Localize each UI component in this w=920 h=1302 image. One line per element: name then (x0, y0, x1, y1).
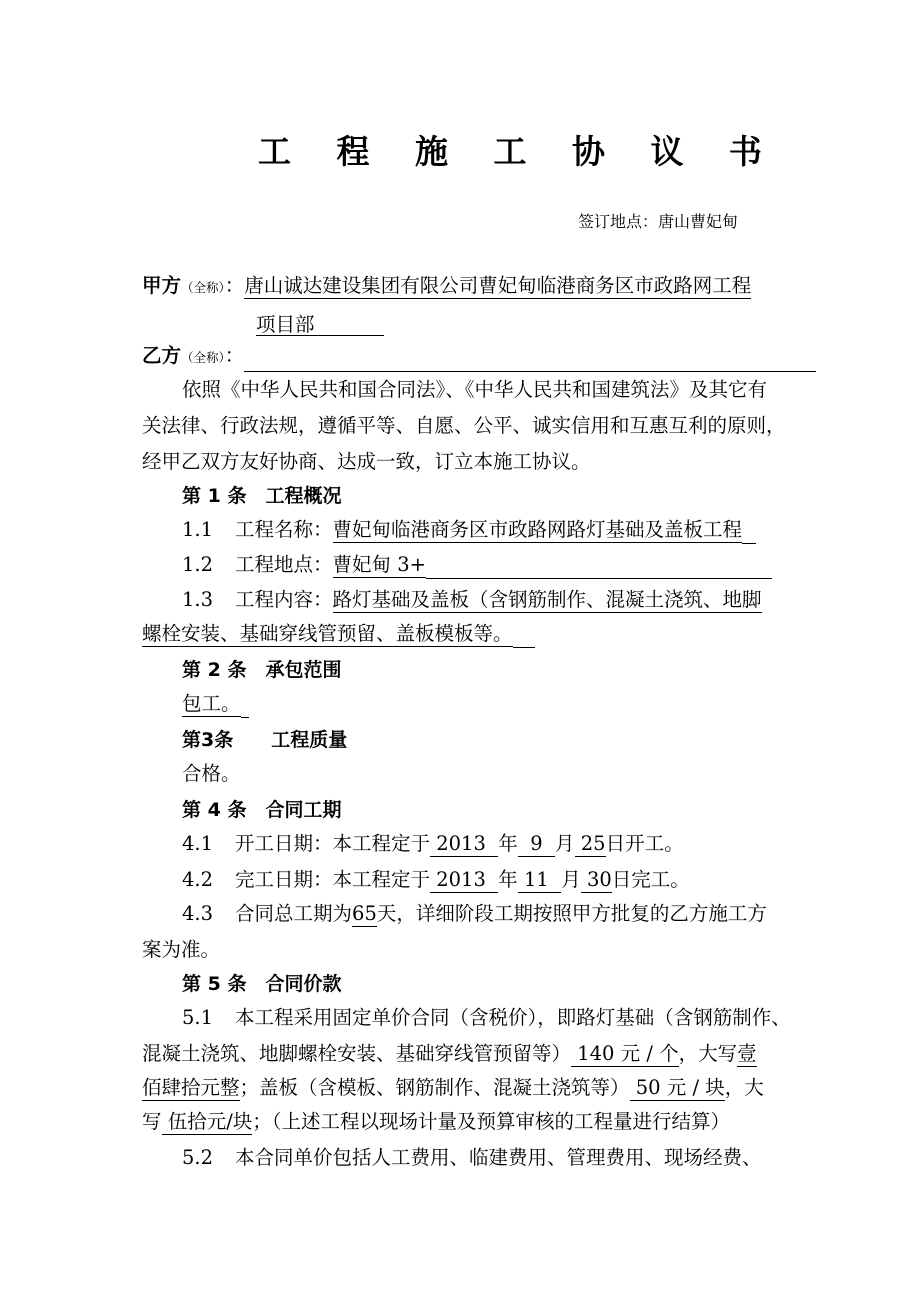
project-content-2: 螺栓安装、基础穿线管预留、盖板模板等。 (142, 622, 513, 645)
article-4-item-2 (182, 866, 872, 894)
year-label: 年 (498, 868, 518, 891)
item-number: 4.1 (182, 832, 214, 855)
party-b-blank (244, 349, 816, 372)
party-a-line-2 (256, 308, 656, 336)
month-label: 月 (555, 832, 575, 855)
article-5-item-1-line-3 (142, 1074, 832, 1102)
underline-tail (426, 556, 772, 579)
party-b-colon: ： (224, 344, 245, 367)
start-day: 25 (575, 832, 606, 857)
article-3-heading: 第3条 工程质量 (182, 729, 348, 751)
start-year: 2013 (430, 832, 498, 857)
item-text: 开工日期：本工程定于 (235, 832, 431, 855)
underline-tail (513, 625, 535, 648)
document-title: 工 程 施 工 协 议 书 (258, 132, 779, 171)
unit-price-2-words: 伍拾元/块 (162, 1110, 253, 1135)
party-a-value-2-field (256, 311, 384, 336)
article-5-item-1 (182, 1004, 872, 1032)
party-b-sub: （全称） (181, 350, 225, 365)
item-label: 工程地点： (235, 553, 333, 576)
month-label: 月 (561, 868, 581, 891)
article-4-item-3 (182, 900, 872, 928)
party-a-sub: （全称） (181, 280, 225, 295)
article-5-item-1-line-2 (142, 1040, 832, 1068)
item-number: 1.1 (182, 518, 214, 541)
end-day: 30 (581, 868, 612, 893)
item-text: 本合同单价包括人工费用、临建费用、管理费用、现场经费、 (235, 1146, 762, 1169)
item-number: 5.2 (182, 1146, 214, 1169)
item-number: 4.3 (182, 902, 214, 925)
intro-line-1: 依照《中华人民共和国合同法》、《中华人民共和国建筑法》及其它有 (182, 378, 768, 401)
item-text: 本工程采用固定单价合同（含税价），即路灯基础（含钢筋制作、 (235, 1006, 791, 1029)
article-1-heading: 第 1 条 工程概况 (182, 485, 342, 507)
party-b-label: 乙方 (142, 344, 182, 367)
party-a-line (142, 272, 832, 302)
item-text: ；盖板（含模板、钢筋制作、混凝土浇筑等） (239, 1076, 630, 1099)
total-days: 65 (352, 902, 377, 925)
daxie-label: 写 (142, 1110, 162, 1133)
article-4-heading: 第 4 条 合同工期 (182, 799, 342, 821)
item-number: 4.2 (182, 868, 214, 891)
unit-price-1: 140 元 / 个 (571, 1042, 679, 1067)
item-label: 工程内容： (235, 588, 333, 611)
article-1-item-2 (182, 551, 872, 579)
signing-place: 签订地点：唐山曹妃甸 (578, 212, 739, 231)
underline-tail (742, 521, 756, 544)
article-2-heading: 第 2 条 承包范围 (182, 659, 342, 681)
underline-tail (241, 695, 249, 718)
unit-price-1-words-b: 佰肆拾元整 (142, 1076, 240, 1099)
item-number: 1.3 (182, 588, 214, 611)
article-3-body: 合格。 (182, 762, 241, 785)
item-text: 完工日期：本工程定于 (235, 868, 431, 891)
intro-line-3: 经甲乙双方友好协商、达成一致，订立本施工协议。 (142, 450, 591, 473)
article-4-item-1 (182, 830, 872, 858)
item-end: 日完工。 (611, 868, 690, 891)
article-2-body (182, 690, 872, 718)
party-a-label: 甲方 (142, 274, 182, 297)
article-4-item-3-cont: 案为准。 (142, 938, 221, 961)
unit-price-1-words-a: 壹 (737, 1042, 757, 1065)
item-number: 5.1 (182, 1006, 214, 1029)
party-b-line (142, 342, 832, 372)
year-label: 年 (498, 832, 518, 855)
item-number: 1.2 (182, 553, 214, 576)
item-text: ；（上述工程以现场计量及预算审核的工程量进行结算） (252, 1110, 731, 1133)
party-a-value-1: 唐山诚达建设集团有限公司曹妃甸临港商务区市政路网工程 (244, 274, 752, 297)
item-text: 合同总工期为 (235, 902, 353, 925)
article-1-item-3 (182, 586, 872, 614)
party-a-colon: ： (224, 274, 245, 297)
project-location: 曹妃甸 3+ (332, 553, 426, 576)
article-5-heading: 第 5 条 合同价款 (182, 973, 342, 995)
item-text: 混凝土浇筑、地脚螺栓安装、基础穿线管预留等） (142, 1042, 572, 1065)
article-5-item-2 (182, 1144, 872, 1172)
end-year: 2013 (430, 868, 498, 893)
item-label: 工程名称： (235, 518, 333, 541)
daxie-label: ，大写 (678, 1042, 738, 1065)
intro-line-2: 关法律、行政法规，遵循平等、自愿、公平、诚实信用和互惠互利的原则， (142, 414, 786, 437)
start-month: 9 (518, 832, 555, 857)
article-1-item-3-cont (142, 620, 832, 648)
scope-value: 包工。 (182, 692, 241, 715)
project-content-1: 路灯基础及盖板（含钢筋制作、混凝土浇筑、地脚 (332, 588, 762, 611)
item-text-post: 天，详细阶段工期按照甲方批复的乙方施工方 (376, 902, 767, 925)
article-1-item-1 (182, 516, 872, 544)
project-name: 曹妃甸临港商务区市政路网路灯基础及盖板工程 (332, 518, 743, 541)
article-5-item-1-line-4 (142, 1108, 832, 1136)
end-month: 11 (518, 868, 561, 893)
unit-price-2: 50 元 / 块 (630, 1076, 725, 1101)
item-text-end: ，大 (724, 1076, 764, 1099)
item-end: 日开工。 (605, 832, 684, 855)
party-a-value-2: 项目部 (256, 313, 315, 336)
